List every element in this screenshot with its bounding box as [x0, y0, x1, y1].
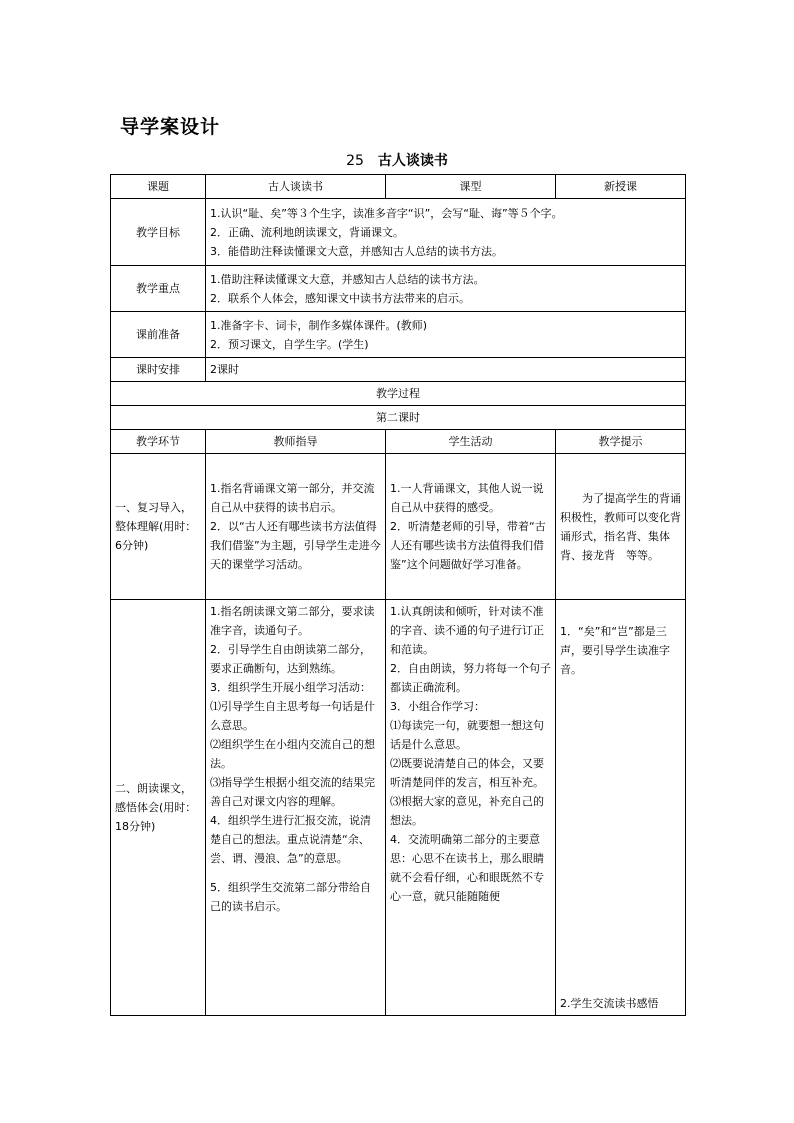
- time-label: 课时安排: [111, 358, 206, 382]
- column-header: 教学环节: [111, 430, 206, 454]
- table-row: [111, 175, 686, 199]
- process-label: 教学过程: [111, 382, 686, 406]
- column-header: 教师指导: [206, 430, 386, 454]
- key-points-label: 教学重点: [111, 266, 206, 312]
- student-item: ⑶根据大家的意见，补充自己的想法。: [390, 795, 544, 827]
- teacher-item: 2．引导学生自由朗读第二部分，要求正确断句，达到熟练。: [210, 643, 371, 675]
- lesson-title: [0, 150, 794, 170]
- table-row: [111, 406, 686, 430]
- teacher-guidance-cell: [206, 600, 386, 1016]
- table-row: [111, 358, 686, 382]
- goal-item: 2．正确、流利地朗读课文，背诵课文。: [210, 225, 404, 239]
- teacher-item: 1.指名背诵课文第一部分，并交流自己从中获得的读书启示。: [210, 482, 375, 514]
- keti-label: 课题: [111, 175, 206, 199]
- table-row: [111, 600, 686, 1016]
- teacher-item: 4．组织学生进行汇报交流，说清楚自己的想法。重点说清楚“余、尝、谓、漫浪、急”的意思。: [210, 814, 371, 865]
- prep-item: 2．预习课文，自学生字。(学生): [210, 337, 369, 351]
- lesson-title-text: 古人谈读书: [377, 153, 448, 169]
- table-row: [111, 199, 686, 266]
- type-value: 新授课: [556, 175, 686, 199]
- column-header: 学生活动: [386, 430, 556, 454]
- time-value: 2课时: [206, 358, 686, 382]
- teacher-guidance-cell: [206, 454, 386, 600]
- prep-label: 课前准备: [111, 312, 206, 358]
- table-row: [111, 454, 686, 600]
- teacher-item: 3．组织学生开展小组学习活动：: [210, 681, 371, 694]
- key-point-item: 1.借助注释读懂课文大意，并感知古人总结的读书方法。: [210, 272, 485, 286]
- column-header: 教学提示: [556, 430, 686, 454]
- table-row: [111, 266, 686, 312]
- student-item: 1.一人背诵课文，其他人说一说自己从中获得的感受。: [390, 482, 544, 514]
- student-item: 1.认真朗读和倾听，针对读不准的字音、读不通的句子进行订正和范读。: [390, 605, 544, 656]
- student-item: 4．交流明确第二部分的主要意思：心思不在读书上，那么眼睛就不会看仔细，心和眼既然不专心一意，就只能随随便: [390, 833, 544, 903]
- student-activity-cell: [386, 600, 556, 1016]
- lesson-number: 25: [346, 153, 364, 169]
- goals-label: 教学目标: [111, 199, 206, 266]
- type-label: 课型: [386, 175, 556, 199]
- teacher-item: ⑶指导学生根据小组交流的结果完善自己对课文内容的理解。: [210, 776, 375, 808]
- keti-value: 古人谈读书: [206, 175, 386, 199]
- teaching-tip-cell: [556, 600, 686, 1016]
- teacher-item: 5．组织学生交流第二部分带给自己的读书启示。: [210, 881, 371, 913]
- tip-item: 为了提高学生的背诵积极性，教师可以变化背诵形式，指名背、集体背、接龙背 等等。: [560, 491, 681, 562]
- teacher-item: ⑴引导学生自主思考每一句话是什么意思。: [210, 700, 375, 732]
- student-item: 3．小组合作学习：: [390, 700, 485, 713]
- teaching-tip-cell: [556, 454, 686, 600]
- student-item: 2．听清楚老师的引导，带着“古人还有哪些读书方法值得我们借鉴”这个问题做好学习准备。: [390, 520, 546, 571]
- goal-item: 3．能借助注释读懂课文大意，并感知古人总结的读书方法。: [210, 244, 503, 258]
- prep-cell: [206, 312, 686, 358]
- key-points-cell: [206, 266, 686, 312]
- student-item: ⑴每读完一句，就要想一想这句话是什么意思。: [390, 719, 544, 751]
- table-row: [111, 430, 686, 454]
- teacher-item: 1.指名朗读课文第二部分，要求读准字音，读通句子。: [210, 605, 375, 637]
- tip-item: 2.学生交流读书感悟: [560, 997, 659, 1010]
- key-point-item: 2．联系个人体会，感知课文中读书方法带来的启示。: [210, 291, 470, 305]
- stage-cell: 一、复习导入，整体理解(用时：6分钟): [111, 454, 206, 600]
- teacher-item: ⑵组织学生在小组内交流自己的想法。: [210, 738, 375, 770]
- lesson-plan-table: [110, 174, 686, 1016]
- stage-cell: 二、朗读课文，感悟体会(用时：18分钟): [111, 600, 206, 1016]
- goals-cell: [206, 199, 686, 266]
- student-item: 2．自由朗读，努力将每一个句子都读正确流利。: [390, 662, 551, 694]
- document-heading: 导学案设计: [120, 116, 221, 138]
- student-item: ⑵既要说清楚自己的体会，又要听清楚同伴的发言，相互补充。: [390, 757, 544, 789]
- teacher-item: 2．以“古人还有哪些读书方法值得我们借鉴”为主题，引导学生走进今天的课堂学习活动。: [210, 520, 381, 571]
- goal-item: 1.认识“耻、矣”等３个生字，读准多音字“识”，会写“耻、诲”等５个字。: [210, 206, 563, 220]
- prep-item: 1.准备字卡、词卡，制作多媒体课件。(教师): [210, 318, 428, 332]
- table-row: [111, 382, 686, 406]
- table-row: [111, 312, 686, 358]
- period-label: 第二课时: [111, 406, 686, 430]
- student-activity-cell: [386, 454, 556, 600]
- tip-item: 1．“矣”和“岂”都是三声，要引导学生读准字音。: [560, 625, 670, 676]
